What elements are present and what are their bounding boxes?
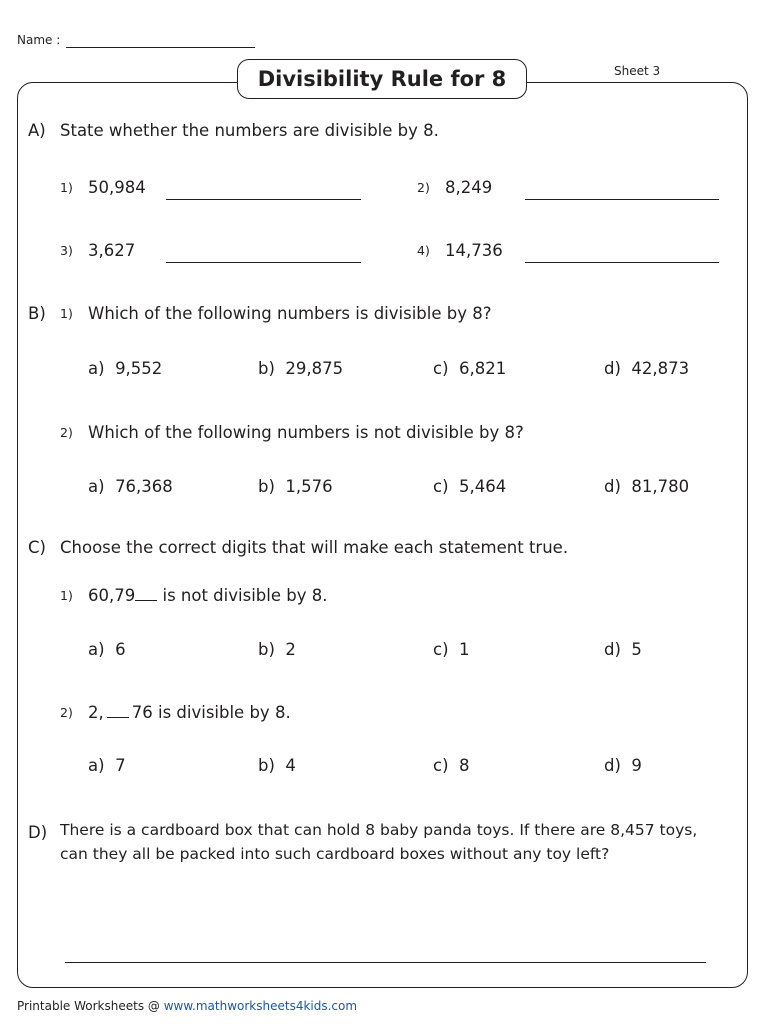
- option[interactable]: c) 1: [433, 640, 470, 659]
- answer-line[interactable]: [525, 199, 719, 200]
- digit-blank[interactable]: [107, 717, 129, 718]
- option[interactable]: a) 7: [88, 756, 126, 775]
- b-question-num: 1): [60, 306, 73, 321]
- name-label: Name :: [17, 33, 61, 47]
- option[interactable]: d) 42,873: [604, 359, 690, 378]
- option[interactable]: b) 4: [258, 756, 296, 775]
- a-item-value: 8,249: [445, 178, 493, 197]
- worksheet-title: Divisibility Rule for 8: [237, 59, 527, 99]
- section-b-letter: B): [28, 304, 46, 323]
- option[interactable]: b) 2: [258, 640, 296, 659]
- option[interactable]: a) 9,552: [88, 359, 163, 378]
- answer-line[interactable]: [166, 199, 361, 200]
- section-d-text-line-2: can they all be packed into such cardboard boxes without any toy left?: [60, 845, 610, 863]
- option[interactable]: d) 9: [604, 756, 642, 775]
- option[interactable]: d) 5: [604, 640, 642, 659]
- a-item-value: 14,736: [445, 241, 503, 260]
- a-item-value: 50,984: [88, 178, 146, 197]
- b-question-text: Which of the following numbers is divisible by 8?: [88, 304, 492, 323]
- a-item-value: 3,627: [88, 241, 136, 260]
- option[interactable]: a) 76,368: [88, 477, 173, 496]
- section-c-instruction: Choose the correct digits that will make each statement true.: [60, 538, 569, 557]
- option[interactable]: c) 6,821: [433, 359, 507, 378]
- footer-link[interactable]: www.mathworksheets4kids.com: [163, 999, 358, 1013]
- c-question-text: 60,79 is not divisible by 8.: [88, 586, 328, 605]
- name-input-line[interactable]: [66, 47, 255, 48]
- section-d-text-line-1: There is a cardboard box that can hold 8 baby panda toys. If there are 8,457 toys,: [60, 821, 698, 839]
- a-item-num: 2): [417, 180, 430, 195]
- c-question-num: 1): [60, 588, 73, 603]
- a-item-num: 4): [417, 243, 430, 258]
- section-d-letter: D): [28, 823, 48, 842]
- section-a-instruction: State whether the numbers are divisible by 8.: [60, 121, 439, 140]
- a-item-num: 1): [60, 180, 73, 195]
- answer-line[interactable]: [166, 262, 361, 263]
- section-c-letter: C): [28, 538, 46, 557]
- b-question-num: 2): [60, 425, 73, 440]
- answer-line[interactable]: [65, 962, 706, 963]
- sheet-number: Sheet 3: [614, 64, 661, 78]
- option[interactable]: d) 81,780: [604, 477, 690, 496]
- option[interactable]: c) 5,464: [433, 477, 507, 496]
- option[interactable]: c) 8: [433, 756, 470, 775]
- option[interactable]: b) 29,875: [258, 359, 344, 378]
- option[interactable]: b) 1,576: [258, 477, 333, 496]
- c-question-num: 2): [60, 705, 73, 720]
- section-a-letter: A): [28, 121, 46, 140]
- footer: Printable Worksheets @ www.mathworksheets4kids.com: [17, 999, 358, 1013]
- a-item-num: 3): [60, 243, 73, 258]
- b-question-text: Which of the following numbers is not divisible by 8?: [88, 423, 524, 442]
- option[interactable]: a) 6: [88, 640, 126, 659]
- digit-blank[interactable]: [135, 600, 157, 601]
- c-question-text: 2, 76 is divisible by 8.: [88, 703, 291, 722]
- answer-line[interactable]: [525, 262, 719, 263]
